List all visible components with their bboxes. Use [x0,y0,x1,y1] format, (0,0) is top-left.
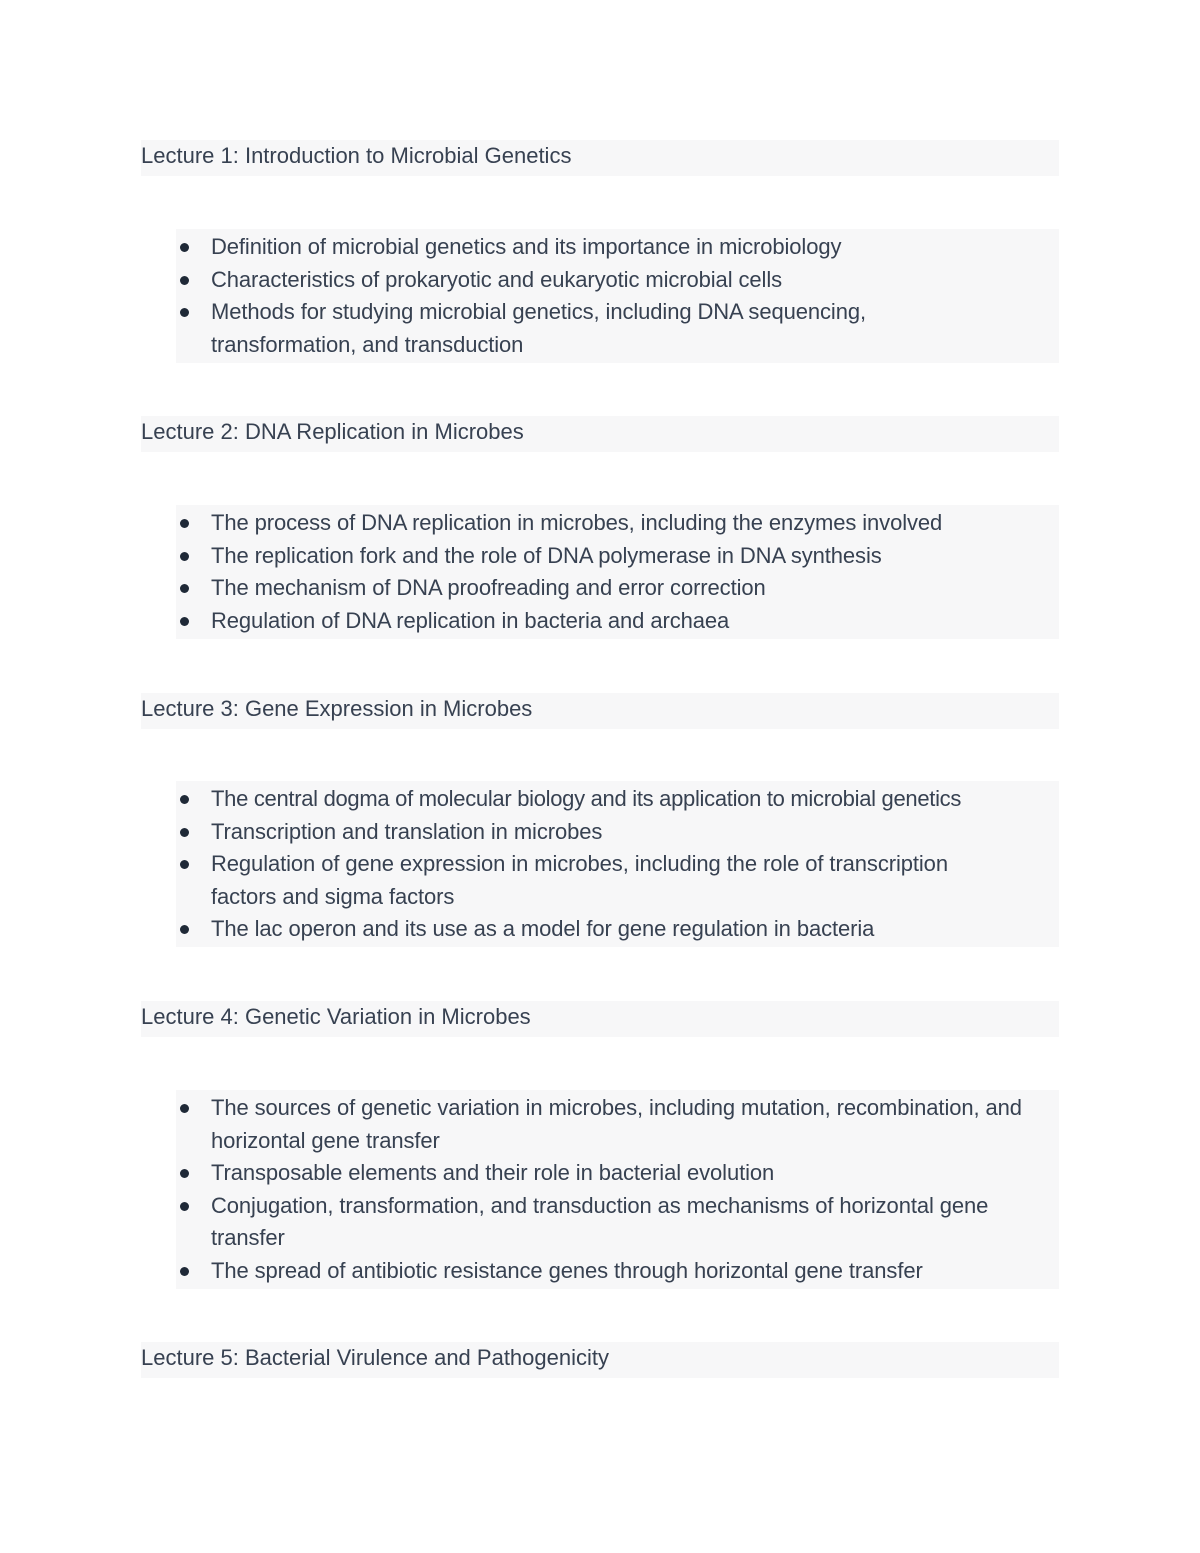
lecture-2-title: Lecture 2: DNA Replication in Microbes [141,416,1059,452]
lecture-3-title: Lecture 3: Gene Expression in Microbes [141,693,1059,729]
list-item: The spread of antibiotic resistance genes through horizontal gene transfer [176,1255,1059,1288]
list-item: The mechanism of DNA proofreading and error correction [176,572,1059,605]
list-item: Transposable elements and their role in bacterial evolution [176,1157,1059,1190]
list-item: Transcription and translation in microbes [176,816,1059,849]
lecture-1-title: Lecture 1: Introduction to Microbial Genetics [141,140,1059,176]
list-item: Definition of microbial genetics and its importance in microbiology [176,231,1059,264]
lecture-4-topics [176,1090,1059,1289]
list-item: The lac operon and its use as a model for gene regulation in bacteria [176,913,1059,946]
list-item: Regulation of DNA replication in bacteria and archaea [176,605,1059,638]
lecture-1-topics [176,229,1059,363]
list-item: Characteristics of prokaryotic and eukaryotic microbial cells [176,264,1059,297]
list-item: Regulation of gene expression in microbes, including the role of transcription factors and sigma factors [176,848,1059,913]
list-item: Conjugation, transformation, and transduction as mechanisms of horizontal gene transfer [176,1190,1059,1255]
list-item: Methods for studying microbial genetics, including DNA sequencing, transformation, and transduction [176,296,1059,361]
lecture-2-topics [176,505,1059,639]
list-item: The central dogma of molecular biology and its application to microbial genetics [176,783,1059,816]
lecture-3-topics [176,781,1059,947]
list-item: The process of DNA replication in microbes, including the enzymes involved [176,507,1059,540]
lecture-5-title: Lecture 5: Bacterial Virulence and Pathogenicity [141,1342,1059,1378]
lecture-4-title: Lecture 4: Genetic Variation in Microbes [141,1001,1059,1037]
list-item: The sources of genetic variation in microbes, including mutation, recombination, and horizontal gene transfer [176,1092,1059,1157]
list-item: The replication fork and the role of DNA polymerase in DNA synthesis [176,540,1059,573]
